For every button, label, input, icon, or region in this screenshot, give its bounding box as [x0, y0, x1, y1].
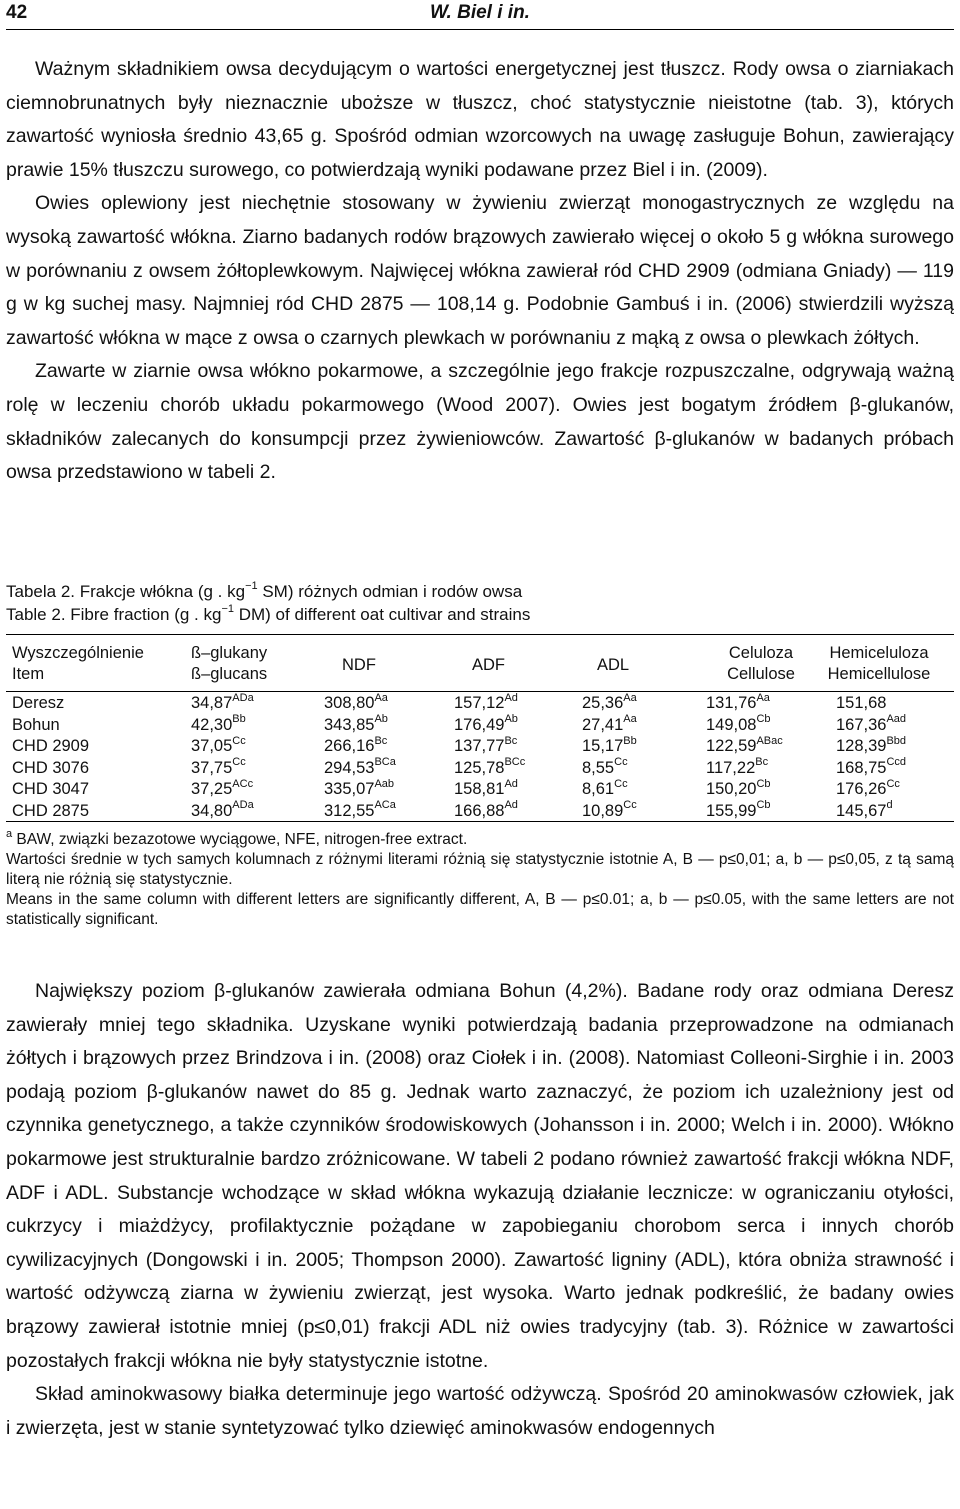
cell-value: 157,12: [454, 694, 505, 712]
cell-hemi: [836, 799, 893, 821]
cell-hemi: [836, 756, 907, 778]
header-ndf: NDF: [342, 656, 376, 674]
cell-value: 125,78: [454, 758, 505, 777]
unit-exponent: −1: [245, 580, 258, 593]
table-notes: [6, 827, 954, 930]
significance-letters: Cc: [614, 777, 628, 790]
cell-value: 176,49: [454, 715, 505, 734]
cell-value: 27,41: [582, 715, 624, 734]
table-caption-en: [6, 603, 530, 626]
header-label: Hemicellulose: [827, 665, 931, 683]
significance-letters: Cc: [623, 799, 637, 811]
header-hemicellulose: [814, 643, 944, 685]
unit-exponent: −1: [221, 603, 234, 616]
header-label: Item: [12, 665, 45, 683]
table-bottom-rule: [6, 821, 954, 822]
header-label: ß–glucans: [191, 665, 268, 683]
cell-value: 150,20: [706, 780, 757, 798]
significance-letters: Ab: [374, 713, 388, 725]
significance-letters: Ccd: [886, 756, 907, 768]
cell-adl: [582, 756, 628, 778]
cell-ndf: [324, 734, 388, 756]
cell-adl: [582, 777, 628, 799]
header-item: [12, 643, 144, 685]
row-item: Deresz: [12, 694, 65, 712]
table-caption-pl: [6, 580, 522, 603]
header-label: Celuloza: [728, 644, 794, 662]
significance-letters: d: [886, 799, 893, 811]
significance-letters: Bbd: [886, 734, 907, 747]
cell-value: 266,16: [324, 737, 375, 755]
cell-ndf: [324, 756, 396, 778]
page-number: 42: [6, 2, 28, 23]
cell-cellulose: [706, 713, 771, 735]
cell-value: 312,55: [324, 801, 375, 820]
cell-adf: [454, 777, 518, 799]
cell-value: 25,36: [582, 694, 624, 712]
cell-adf: [454, 756, 526, 778]
significance-letters: Cc: [886, 777, 900, 790]
cell-value: 335,07: [324, 780, 375, 798]
cell-adf: [454, 734, 518, 756]
significance-letters: BCa: [374, 756, 396, 768]
significance-letters: Cb: [756, 777, 771, 790]
unit-text: . kg: [217, 582, 246, 601]
significance-letters: Bc: [504, 734, 518, 747]
significance-letters: Ad: [504, 691, 518, 704]
header-adl: ADL: [597, 656, 630, 674]
significance-letters: Ad: [504, 777, 518, 790]
significance-letters: Aa: [756, 691, 770, 704]
significance-letters: Cc: [614, 756, 628, 768]
significance-letters: Bb: [623, 734, 637, 747]
header-cellulose: [706, 643, 816, 685]
page-header: [6, 0, 954, 30]
cell-value: 42,30: [191, 715, 233, 734]
cell-value: 37,25: [191, 780, 233, 798]
significance-letters: Aa: [623, 713, 637, 725]
cell-value: 294,53: [324, 758, 375, 777]
table-row: [6, 735, 954, 757]
paragraph: Ważnym składnikiem owsa decydującym o wartości energetycznej jest tłuszcz. Rody owsa o ziarniakach ciemnobrunatnych były nieznacznie uboższe w tłuszcz, choć statystycznie nieistotne (tab. 3), których zawartość wyniosła średnio 43,65 g. Spośród odmian wzorcowych na uwagę zasługuje Bohun, zawierający prawie 15% tłuszczu surowego, co potwierdzają wyniki podawane przez Biel i in. (2009).: [6, 58, 954, 181]
paragraph: Zawarte w ziarnie owsa włókno pokarmowe, a szczególnie jego frakcje rozpuszczalne, odgrywają ważną rolę w leczeniu chorób układu pokarmowego (Wood 2007). Owies jest bogatym źródłem β-glukanów, składników zalecanych do konsumpcji przez żywieniowców. Zawartość β-glukanów w badanych próbach owsa przedstawiono w tabeli 2.: [6, 360, 954, 484]
table-header: [6, 635, 954, 691]
cell-adl: [582, 734, 637, 756]
cell-cellulose: [706, 734, 783, 756]
significance-letters: ACc: [232, 777, 254, 790]
cell-adf: [454, 691, 518, 713]
header-label: Hemiceluloza: [829, 644, 929, 662]
footnote-text: BAW, związki bezazotowe wyciągowe, NFE, nitrogen-free extract.: [12, 831, 468, 848]
cell-hemi: [836, 713, 907, 735]
caption-text: Table 2. Fibre fraction (g: [6, 605, 195, 624]
cell-hemi: [836, 694, 886, 713]
paragraph: Skład aminokwasowy białka determinuje jego wartość odżywczą. Spośród 20 aminokwasów człowiek, jak i zwierzęta, jest w stanie syntetyzować tylko dziewięć aminokwasów endogennych: [6, 1383, 954, 1439]
cell-value: 8,61: [582, 780, 615, 798]
fibre-table: [6, 634, 954, 822]
stat-note-pl: Wartości średnie w tych samych kolumnach z różnymi literami różnią się statystycznie istotnie A, B — p≤0,01; a, b — p≤0,05, z tą samą literą nie różnią się statystycznie.: [6, 851, 954, 888]
significance-letters: BCc: [504, 756, 526, 768]
row-item: CHD 2909: [12, 737, 90, 755]
cell-value: 128,39: [836, 737, 887, 755]
cell-hemi: [836, 777, 900, 799]
cell-value: 34,87: [191, 694, 233, 712]
significance-letters: Aab: [374, 777, 395, 790]
significance-letters: Cc: [232, 734, 246, 747]
significance-letters: Ab: [504, 713, 518, 725]
cell-cellulose: [706, 691, 770, 713]
row-item: CHD 2875: [12, 801, 90, 820]
significance-letters: Cc: [232, 756, 246, 768]
cell-adl: [582, 691, 637, 713]
significance-letters: Ad: [504, 799, 518, 811]
header-label: Cellulose: [727, 665, 795, 683]
cell-ndf: [324, 799, 396, 821]
cell-value: 145,67: [836, 801, 887, 820]
cell-value: 37,75: [191, 758, 233, 777]
cell-value: 122,59: [706, 737, 757, 755]
row-item: CHD 3047: [12, 780, 90, 798]
significance-letters: Aa: [374, 691, 388, 704]
cell-cellulose: [706, 799, 771, 821]
significance-letters: Bc: [374, 734, 388, 747]
significance-letters: Cb: [756, 713, 771, 725]
cell-glucans: [191, 691, 254, 713]
cell-ndf: [324, 713, 388, 735]
paragraph: Owies oplewiony jest niechętnie stosowany w żywieniu zwierząt monogastrycznych ze względu na wysoką zawartość włókna. Ziarno badanych rodów brązowych zawierało więcej o około 5 g włókna surowego w porównaniu z owsem żółtoplewkowym. Najwięcej włókna zawierał ród CHD 2909 (odmiana Gniady) — 119 g w kg suchej masy. Najmniej ród CHD 2875 — 108,14 g. Podobnie Gambuś i in. (2006) stwierdzili wyższą zawartość włókna w mące z owsa o czarnych plewkach w porównaniu z mąką z owsa o plewkach żółtych.: [6, 192, 954, 349]
cell-adf: [454, 799, 518, 821]
cell-value: 167,36: [836, 715, 887, 734]
significance-letters: Bb: [232, 713, 246, 725]
table-row: [6, 778, 954, 800]
paragraph: Największy poziom β-glukanów zawierała odmiana Bohun (4,2%). Badane rody oraz odmiana Deresz zawierały mniej tego składnika. Uzyskane wyniki potwierdzają badania przeprowadzone na odmianach żółtych i brązowych przez Brindzova i in. (2008) oraz Ciołek i in. (2008). Natomiast Colleoni-Sirghie i in. 2003 podają poziom β-glukanów nawet do 85 g. Jednak warto zaznaczyć, że poziom ich uzależniony jest od czynnika genetycznego, a także czynników środowiskowych (Johansson i in. 2000; Welch i in. 2000). Włókno pokarmowe jest strukturalnie bardzo zróżnicowane. W tabeli 2 podano również zawartość frakcji włókna NDF, ADF i ADL. Substancje wchodzące w skład włókna wykazują działanie lecznicze: w ograniczaniu otyłości, cukrzycy i miażdżycy, profilaktycznie pożądane w zapobieganiu chorobom serca i innych chorób cywilizacyjnych (Dongowski i in. 2005; Thompson 2000). Zawartość ligniny (ADL), która obniża strawność i wartość odżywczą ziarna w żywieniu zwierząt, jest wysoka. Warto jednak podkreślić, że badany owies brązowy zawierał istotnie mniej (p≤0,01) frakcji ADL niż owies tradycyjny (tab. 3). Różnice w zawartości pozostałych frakcji włókna nie były statystycznie istotne.: [6, 980, 954, 1372]
footnote-mark: a: [6, 827, 13, 840]
cell-hemi: [836, 734, 907, 756]
cell-value: 155,99: [706, 801, 757, 820]
significance-letters: Cb: [756, 799, 771, 811]
header-label: Wyszczególnienie: [12, 644, 144, 662]
cell-value: 10,89: [582, 801, 624, 820]
header-glucans: [191, 643, 267, 685]
cell-value: 151,68: [836, 694, 887, 712]
cell-value: 168,75: [836, 758, 887, 777]
table-row: [6, 714, 954, 736]
row-item: CHD 3076: [12, 758, 90, 777]
running-title: W. Biel i in.: [430, 2, 530, 23]
significance-letters: ACa: [374, 799, 396, 811]
row-item: Bohun: [12, 715, 60, 734]
significance-letters: Aad: [886, 713, 907, 725]
body-text-top: [6, 53, 954, 490]
cell-value: 8,55: [582, 758, 615, 777]
cell-value: 176,26: [836, 780, 887, 798]
cell-value: 15,17: [582, 737, 624, 755]
header-label: ß–glukany: [191, 644, 268, 662]
stat-note-en: Means in the same column with different letters are significantly different, A, B — p≤0.01; a, b — p≤0.05, with the same letters are not statistically significant.: [6, 891, 954, 928]
cell-value: 308,80: [324, 694, 375, 712]
cell-cellulose: [706, 777, 771, 799]
cell-value: 37,05: [191, 737, 233, 755]
cell-glucans: [191, 756, 246, 778]
significance-letters: ADa: [232, 691, 254, 704]
significance-letters: ADa: [232, 799, 254, 811]
cell-value: 137,77: [454, 737, 505, 755]
caption-text: Tabela 2. Frakcje włókna (g: [6, 582, 218, 601]
cell-value: 131,76: [706, 694, 757, 712]
cell-ndf: [324, 777, 395, 799]
body-text-bottom: [6, 975, 954, 1445]
cell-value: 343,85: [324, 715, 375, 734]
cell-glucans: [191, 734, 246, 756]
cell-cellulose: [706, 756, 769, 778]
significance-letters: ABac: [756, 734, 783, 747]
footnote: [6, 827, 954, 850]
header-adf: ADF: [472, 656, 505, 674]
table-body: [6, 692, 954, 821]
cell-adl: [582, 713, 637, 735]
cell-glucans: [191, 777, 254, 799]
table-row: [6, 757, 954, 779]
significance-letters: Bc: [755, 756, 769, 768]
cell-glucans: [191, 799, 254, 821]
cell-adf: [454, 713, 518, 735]
cell-glucans: [191, 713, 246, 735]
table-row: [6, 800, 954, 822]
significance-letters: Aa: [623, 691, 637, 704]
cell-adl: [582, 799, 637, 821]
caption-text: DM) of different oat cultivar and strains: [238, 605, 531, 624]
table-row: [6, 692, 954, 714]
cell-value: 34,80: [191, 801, 233, 820]
cell-value: 158,81: [454, 780, 505, 798]
cell-value: 117,22: [706, 758, 756, 777]
cell-value: 166,88: [454, 801, 505, 820]
cell-ndf: [324, 691, 388, 713]
caption-text: SM) różnych odmian i rodów owsa: [262, 582, 523, 601]
cell-value: 149,08: [706, 715, 757, 734]
unit-text: . kg: [194, 605, 222, 624]
